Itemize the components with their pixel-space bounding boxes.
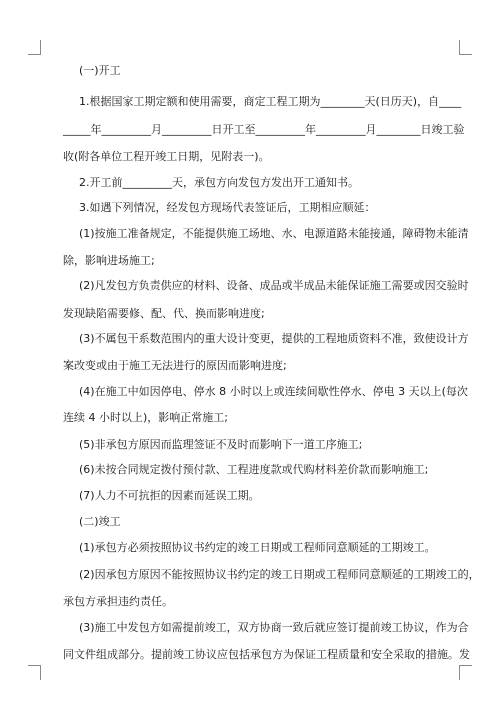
paragraph-line: (5)非承包方原因而监理签证不及时而影响下一道工序施工; [79, 438, 363, 451]
paragraph-line: 2.开工前_________天，承包方向发包方发出开工通知书。 [79, 176, 359, 189]
crop-mark-bottom-left [28, 665, 41, 680]
paragraph-line: 收(附各单位工程开竣工日期，见附表一)。 [63, 150, 270, 163]
paragraph-line: 除，影响进场施工; [63, 254, 155, 267]
paragraph-line: 发现缺陷需要修、配、代、换而影响进度; [63, 307, 265, 320]
paragraph-line: 连续 4 小时以上)，影响正常施工; [63, 411, 228, 424]
paragraph-line: 3.如遇下列情况，经发包方现场代表签证后，工期相应顺延： [79, 201, 376, 214]
paragraph-line: 案改变或由于施工无法进行的原因而影响进度; [63, 359, 287, 372]
paragraph-line: (4)在施工中如因停电、停水 8 小时以上或连续间歇性停水、停电 3 天以上(每次 [79, 385, 468, 398]
section-heading-completion: (二)竣工 [79, 515, 121, 528]
paragraph-line: (3)施工中发包方如需提前竣工，双方协商一致后就应签订提前竣工协议，作为合 [79, 621, 469, 634]
paragraph-line: (1)承包方必须按照协议书约定的竣工日期或工程师同意顺延的工期竣工。 [79, 541, 436, 554]
paragraph-line: 1.根据国家工期定额和使用需要，商定工程工期为________天(日历天)，自____ [79, 95, 462, 108]
crop-mark-top-left [28, 40, 41, 55]
paragraph-line: (7)人力不可抗拒的因素而延误工期。 [79, 489, 260, 502]
paragraph-line: (3)不属包干系数范围内的重大设计变更，提供的工程地质资料不准，致使设计方 [79, 332, 469, 345]
section-heading-start: (一)开工 [79, 64, 121, 77]
paragraph-line: (6)未按合同规定拨付预付款、工程进度款或代购材料差价款而影响施工; [79, 463, 429, 476]
paragraph-line: (1)按施工准备规定，不能提供施工场地、水、电源道路未能接通，障碍物未能清 [79, 227, 469, 240]
paragraph-line: _____年_________月_________日开工至_________年_________月________日竣工验 [63, 123, 465, 136]
paragraph-line: (2)因承包方原因不能按照协议书约定的竣工日期或工程师同意顺延的工期竣工的， [79, 568, 480, 581]
paragraph-line: 承包方承担违约责任。 [63, 595, 173, 608]
paragraph-line: (2)凡发包方负责供应的材料、设备、成品或半成品未能保证施工需要或因交验时 [79, 279, 469, 292]
crop-mark-top-right [459, 40, 472, 55]
crop-mark-bottom-right [459, 665, 472, 680]
paragraph-line: 同文件组成部分。提前竣工协议应包括承包方为保证工程质量和安全采取的措施。发 [63, 648, 470, 661]
